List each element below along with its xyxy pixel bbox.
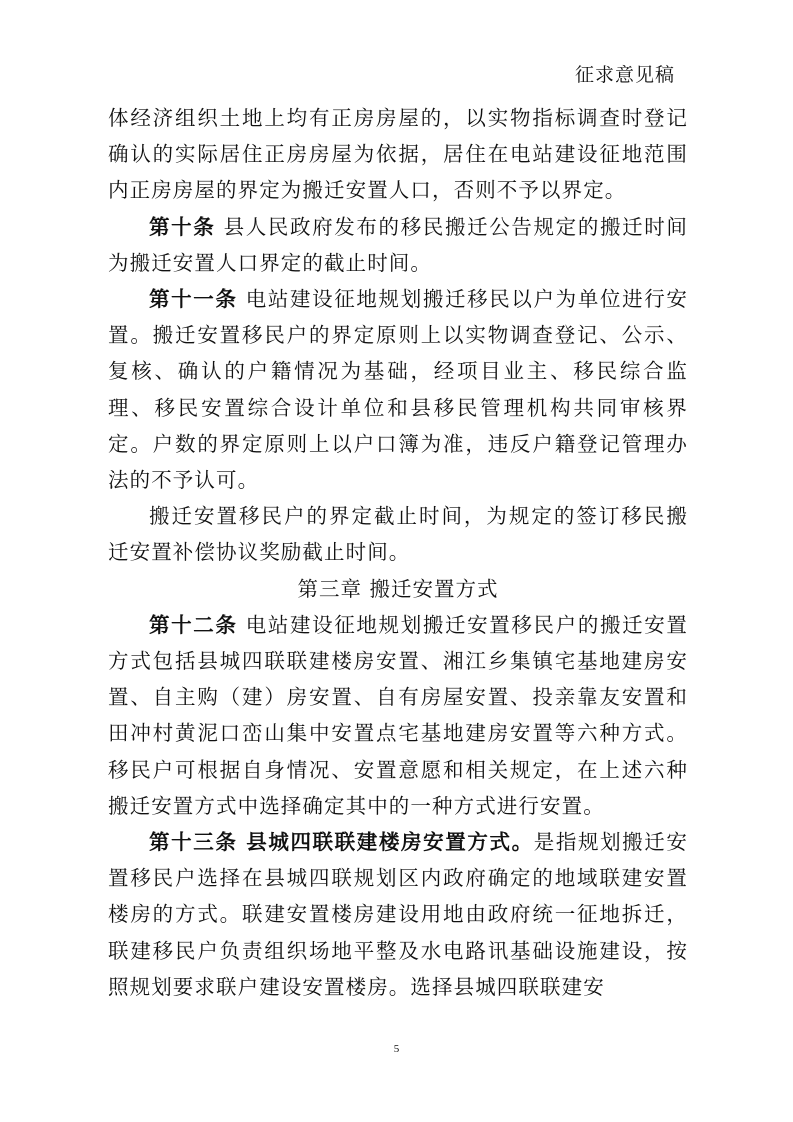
document-body bbox=[108, 100, 688, 1005]
draft-watermark: 征求意见稿 bbox=[574, 64, 675, 86]
article-label: 第十条 bbox=[149, 214, 216, 239]
article-10 bbox=[108, 209, 688, 281]
article-12 bbox=[108, 607, 688, 824]
paragraph-cutoff-time: 搬迁安置移民户的界定截止时间，为规定的签订移民搬迁安置补偿协议奖励截止时间。 bbox=[108, 504, 688, 565]
page-number: 5 bbox=[393, 1043, 400, 1055]
article-text: 电站建设征地规划搬迁移民以户为单位进行安置。搬迁安置移民户的界定原则上以实物调查登记、公示、复核、确认的户籍情况为基础，经项目业主、移民综合监理、移民安置综合设计单位和县移民管理机构共同审核界定。户数的界定原则上以户口簿为准，违反户籍登记管理办法的不予认可。 bbox=[108, 287, 688, 493]
article-text: 是指规划搬迁安置移民户选择在县城四联规划区内政府确定的地域联建安置楼房的方式。联建安置楼房建设用地由政府统一征地拆迁，联建移民户负责组织场地平整及水电路讯基础设施建设，按照规划要求联户建设安置楼房。选择县城四联联建安 bbox=[108, 830, 689, 999]
article-11 bbox=[108, 281, 688, 498]
paragraph-continuation: 体经济组织土地上均有正房房屋的，以实物指标调查时登记确认的实际居住正房房屋为依据，居住在电站建设征地范围内正房房屋的界定为搬迁安置人口，否则不予以界定。 bbox=[108, 106, 688, 203]
chapter-heading: 第三章 搬迁安置方式 bbox=[297, 576, 499, 601]
article-text: 县人民政府发布的移民搬迁公告规定的搬迁时间为搬迁安置人口界定的截止时间。 bbox=[108, 214, 688, 275]
article-label: 第十一条 bbox=[149, 287, 238, 312]
article-label: 第十二条 bbox=[149, 612, 238, 637]
article-text: 电站建设征地规划搬迁安置移民户的搬迁安置方式包括县城四联联建楼房安置、湘江乡集镇宅基地建房安置、自主购（建）房安置、自有房屋安置、投亲靠友安置和田冲村黄泥口峦山集中安置点宅基地建房安置等六种方式。移民户可根据自身情况、安置意愿和相关规定，在上述六种搬迁安置方式中选择确定其中的一种方式进行安置。 bbox=[108, 612, 688, 818]
article-13 bbox=[108, 824, 688, 1005]
article-label: 第十三条 县城四联联建楼房安置方式。 bbox=[149, 830, 534, 855]
